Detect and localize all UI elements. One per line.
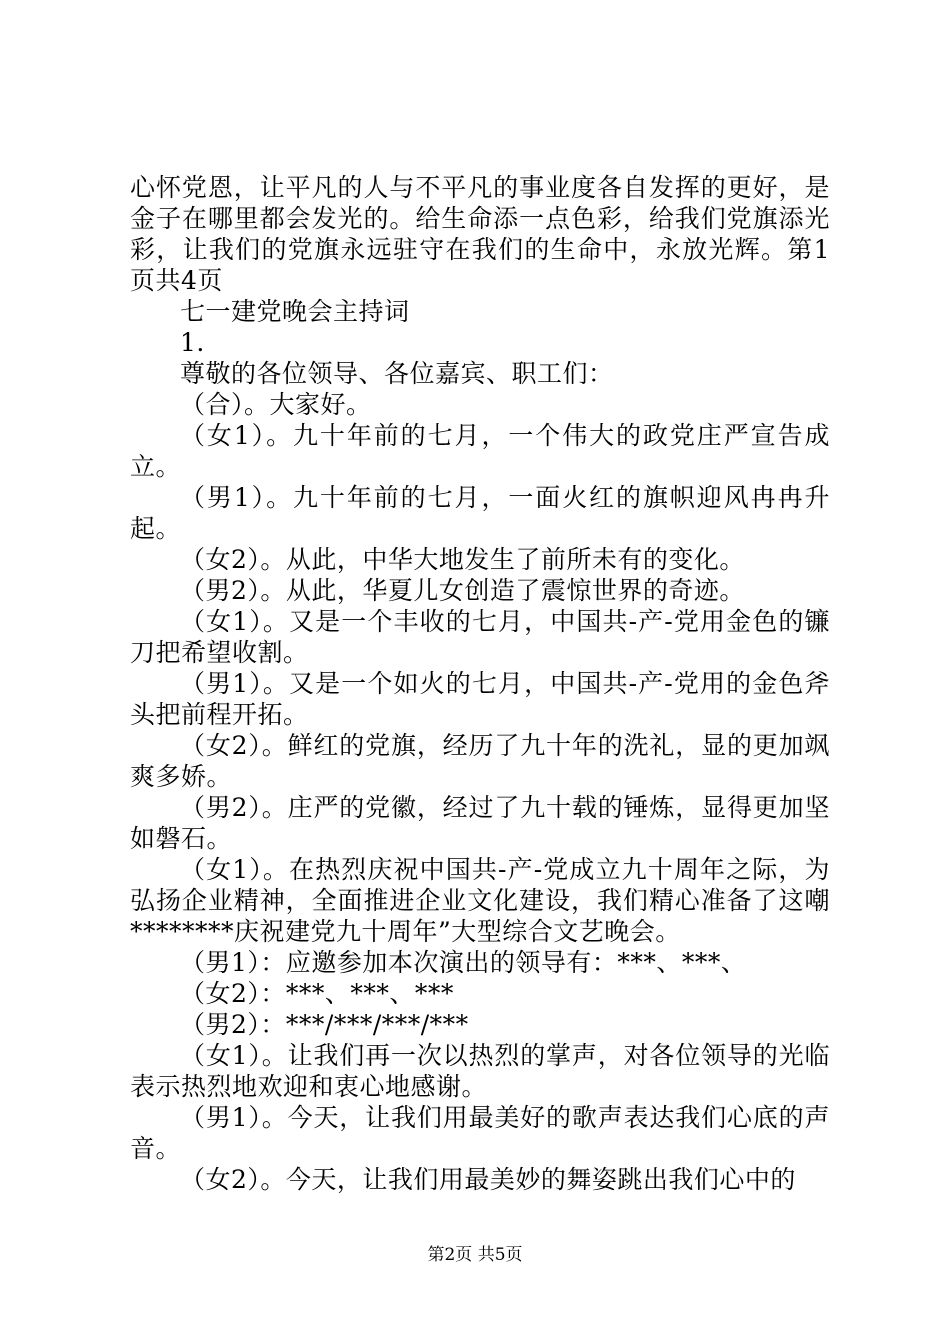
paragraph: （女2）。从此，中华大地发生了前所未有的变化。 (180, 545, 745, 574)
paragraph: （男1）。又是一个如火的七月，中国共-产-党用的金色斧头把前程开拓。 (130, 669, 830, 729)
paragraph: （女1）。又是一个丰收的七月，中国共-产-党用金色的镰刀把希望收割。 (130, 607, 830, 667)
paragraph: （女1）。九十年前的七月，一个伟大的政党庄严宣告成立。 (130, 421, 830, 481)
page-footer (0, 1244, 950, 1266)
paragraph: （女2）。鲜红的党旗，经历了九十年的洗礼，显的更加飒爽多娇。 (130, 731, 830, 791)
paragraph: （女2）。今天，让我们用最美妙的舞姿跳出我们心中的 (180, 1165, 796, 1194)
paragraph: （男2）。庄严的党徽，经过了九十载的锤炼，显得更加坚如磐石。 (130, 793, 830, 853)
paragraph: 心怀党恩，让平凡的人与不平凡的事业度各自发挥的更好，是金子在哪里都会发光的。给生命添一点色彩，给我们党旗添光彩，让我们的党旗永远驻守在我们的生命中，永放光辉。第1页共4页 (130, 173, 830, 295)
salutation: 尊敬的各位领导、各位嘉宾、职工们： (180, 359, 614, 388)
paragraph: （男1）。九十年前的七月，一面火红的旗帜迎风冉冉升起。 (130, 483, 830, 543)
paragraph: （男1）。今天，让我们用最美好的歌声表达我们心底的声音。 (130, 1103, 830, 1163)
document-body (130, 172, 830, 1195)
paragraph: （女1）。在热烈庆祝中国共-产-党成立九十周年之际，为弘扬企业精神，全面推进企业文化建设，我们精心准备了这嘲********庆祝建党九十周年”大型综合文艺晚会。 (130, 855, 830, 946)
paragraph: （男1）：应邀参加本次演出的领导有：***、***、 (180, 948, 747, 977)
section-number: 1. (180, 328, 205, 357)
paragraph: （男2）。从此，华夏儿女创造了震惊世界的奇迹。 (180, 576, 745, 605)
paragraph: （女1）。让我们再一次以热烈的掌声，对各位领导的光临表示热烈地欢迎和衷心地感谢。 (130, 1041, 830, 1101)
paragraph: （女2）：***、***、*** (180, 979, 454, 1008)
page-number-label: 第2页 共5页 (427, 1245, 523, 1265)
paragraph: （男2）：***/***/***/*** (180, 1010, 469, 1039)
document-title: 七一建党晚会主持词 (180, 297, 410, 326)
paragraph: （合）。大家好。 (180, 390, 372, 419)
